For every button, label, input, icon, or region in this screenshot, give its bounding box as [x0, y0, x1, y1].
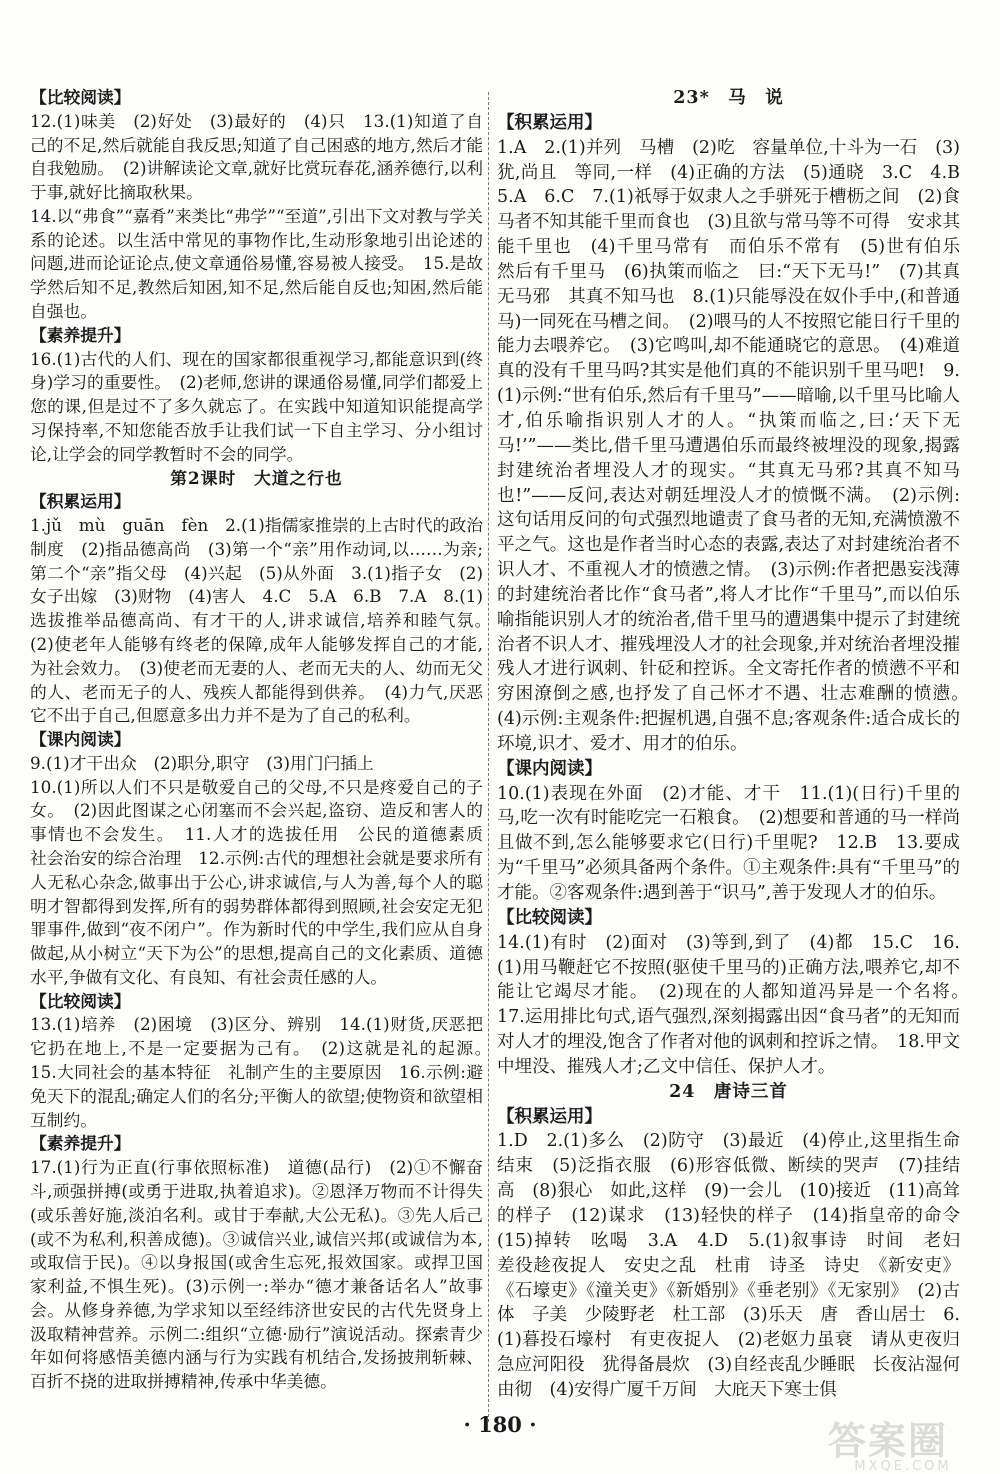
answer-paragraph: 9.(1)才干出众 (2)职分,职守 (3)用门闩插上: [30, 752, 374, 773]
answer-paragraph: 16.(1)古代的人们、现在的国家都很重视学习,都能意识到(终身)学习的重要性。 (2)老师,您讲的课通俗易懂,同学们都爱上您的课,但是过不了多久就忘了。在实践中知道知识能提高学习保持率,不知您能否放手让我们试一下自主学习、分小组讨论,让学会的同学教暂时不会的同学。: [30, 348, 483, 464]
section-heading: 【 比较阅读 】: [30, 990, 483, 1014]
watermark-main: 答案圈: [828, 1419, 949, 1463]
answer-paragraph: 10.(1)表现在外面 (2)才能、才干 11.(1)(日行)千里的马,吃一次有时能吃完一石粮食。 (2)想要和普通的马一样尚且做不到,怎么能够要求它(日行)千里呢? 12.B 13.要成为“千里马”必须具备两个条件。①主观条件:具有“千里马”的才能。②客观条件:遇到善于“识马”,善于发现人才的伯乐。: [497, 783, 960, 903]
answer-paragraph: 1.jǔ mù guān fèn 2.(1)指儒家推崇的上古时代的政治制度 (2)指品德高尚 (3)第一个“亲”用作动词,以……为亲;第二个“亲”指父母 (4)兴起 (5)从外面 3.(1)指子女 (2)女子出嫁 (3)财物 (4)害人 4.C 5.A 6.B 7.A 8.(1)选拔推举品德高尚、有才干的人,讲求诚信,培养和睦气氛。 (2)使老年人能够有终老的保障,成年人能够发挥自己的才能,为社会效力。 (3)使老而无妻的人、老而无夫的人、幼而无父的人、老而无子的人、残疾人都能得到供养。 (4)力气,厌恶它不出于自己,但愿意多出力并不是为了自己的私利。: [30, 515, 500, 726]
section-heading: 【 比较阅读 】: [497, 906, 960, 931]
section-heading: 【 积累运用 】: [497, 1105, 960, 1130]
section-heading: 【 课内阅读 】: [30, 728, 483, 752]
column-divider: [488, 92, 489, 1422]
page-number: · 180 ·: [463, 1412, 537, 1437]
answer-paragraph: 14.(1)有时 (2)面对 (3)等到,到了 (4)都 15.C 16.(1)用马鞭赶它不按照(驱使千里马的)正确方法,喂养它,却不能让它竭尽才能。 (2)现在的人都知道冯异是一个名将。 17.运用排比句式,语气强烈,深刻揭露出因“食马者”的无知而对人才的埋没,饱含了作者对他的讽刺和控诉之情。 18.甲文中埋没、摧残人才;乙文中信任、保护人才。: [497, 932, 978, 1077]
answer-paragraph: 14.以“弗食”“嘉肴”来类比“弗学”“至道”,引出下文对教与学关系的论述。以生活中常见的事物作比,生动形象地引出论述的问题,进而论证论点,使文章通俗易懂,容易被人接受。 15.是故学然后知不足,教然后知困,知不足,然后能自反也;知困,然后能自强也。: [30, 205, 483, 322]
watermark-sub: MXQE.COM: [854, 1459, 952, 1474]
lesson-title: 24 唐诗三首: [669, 1081, 788, 1102]
answer-paragraph: 13.(1)培养 (2)困境 (3)区分、辨别 14.(1)财货,厌恶把它扔在地上,不是一定要据为己有。 (2)这就是礼的起源。 15.大同社会的基本特征 礼制产生的主要原因 16.示例:避免天下的混乱;确定人们的名分;平衡人的欲望;使物资和欲望相互制约。: [30, 1014, 500, 1130]
lesson-title: 第2课时 大道之行也: [170, 467, 343, 488]
answer-paragraph: 17.(1)行为正直(行事依照标准) 道德(品行) (2)①不懈奋斗,顽强拼搏(或勇于进取,执着追求)。②恩泽万物而不计得失(或乐善好施,淡泊名利。或甘于奉献,大公无私)。③先人后己(或不为私利,积善成德)。③诚信兴业,诚信兴邦(或诚信为本,或取信于民)。④以身报国(或舍生忘死,报效国家。或捍卫国家利益,不惧生死)。(3)示例一:举办“德才兼备话名人”故事会。从修身养德,为学求知以至经纬济世安民的古代先贤身上汲取精神营养。示例二:组织“立德·励行”演说活动。探索青少年如何将感悟美德内涵与行为实践有机结合,发扬披荆斩棘、百折不挠的进取拼搏精神,传承中华美德。: [30, 1157, 483, 1392]
answer-paragraph: 10.(1)所以人们不只是敬爱自己的父母,不只是疼爱自己的子女。 (2)因此图谋之心闭塞而不会兴起,盗窃、造反和害人的事情也不会发生。 11.人才的选拔任用 公民的道德素质 社会治安的综合治理 12.示例:古代的理想社会就是要求所有人无私心杂念,做事出于公心,讲求诚信,与人为善,每个人的聪明才智都得到发挥,所有的弱势群体都得到照顾,社会安定无犯罪事件,做到“夜不闭户”。作为新时代的中学生,我们应从自身做起,从小树立“天下为公”的思想,提高自己的文化素质、道德水平,争做有文化、有良知、有社会责任感的人。: [30, 776, 500, 987]
section-heading: 【 课内阅读 】: [497, 757, 960, 782]
lesson-title: 23* 马 说: [673, 88, 784, 108]
section-heading: 【 素养提升 】: [30, 1132, 483, 1156]
section-heading: 【 比较阅读 】: [30, 86, 483, 110]
answer-paragraph: 1.A 2.(1)并列 马槽 (2)吃 容量单位,十斗为一石 (3)犹,尚且 等同,一样 (4)正确的方法 (5)通晓 3.C 4.B 5.A 6.C 7.(1)祇辱于奴隶人之手骈死于槽枥之间 (2)食马者不知其能千里而食也 (3)且欲与常马等不可得 安求其能千里也 (4)千里马常有 而伯乐不常有 (5)世有伯乐 然后有千里马 (6)执策而临之 曰:“天下无马!” (7)其真无马邪 其真不知马也 8.(1)只能辱没在奴仆手中,(和普通马)一同死在马槽之间。 (2)喂马的人不按照它能日行千里的能力去喂养它。 (3)它鸣叫,却不能通晓它的意思。 (4)难道真的没有千里马吗?其实是他们真的不能识别千里马吧! 9.(1)示例:“世有伯乐,然后有千里马”——暗喻,以千里马比喻人才,伯乐喻指识别人才的人。“执策而临之,曰:‘天下无马!’”——类比,借千里马遭遇伯乐而最终被埋没的现象,揭露封建统治者埋没人才的现实。“其真无马邪?其真不知马也!”——反问,表达对朝廷埋没人才的愤慨不满。 (2)示例:这句话用反问的句式强烈地谴责了食马者的无知,充满愤激不平之气。这也是作者当时心态的表露,表达了对封建统治者不识人才、不重视人才的愤懑之情。 (3)示例:作者把愚妄浅薄的封建统治者比作“食马者”,将人才比作“千里马”,而以伯乐喻指能识别人才的统治者,借千里马的遭遇集中提示了封建统治者不识人才、摧残埋没人才的社会现象,并对统治者埋没摧残人才进行讽刺、针砭和控诉。全文寄托作者的愤懑不平和穷困潦倒之感,也抒发了自己怀才不遇、壮志难酬的愤懑。 (4)示例:主观条件:把握机遇,自强不息;客观条件:适合成长的环境,识才、爱才、用才的伯乐。: [497, 137, 978, 754]
section-heading: 【 积累运用 】: [497, 111, 960, 136]
answer-paragraph: 1.D 2.(1)多么 (2)防守 (3)最近 (4)停止,这里指生命结束 (5)泛指衣服 (6)形容低微、断续的哭声 (7)挂结 高 (8)狠心 如此,这样 (9)一会儿 (10)接近 (11)高耸的样子 (12)谋求 (13)轻快的样子 (14)指皇帝的命令 (15)掉转 吆喝 3.A 4.D 5.(1)叙事诗 时间 老妇 差役趁夜捉人 安史之乱 杜甫 诗圣 诗史 《新安吏》《石壕吏》《潼关吏》《新婚别》《垂老别》《无家别》 (2)古体 子美 少陵野老 杜工部 (3)乐天 唐 香山居士 6.(1)暮投石壕村 有吏夜捉人 (2)老妪力虽衰 请从吏夜归 急应河阳役 犹得备晨炊 (3)自经丧乱少睡眠 长夜沾湿何由彻 (4)安得广厦千万间 大庇天下寒士俱: [497, 1131, 978, 1400]
watermark-logo: [828, 1410, 978, 1474]
right-column: [497, 86, 978, 1403]
left-column: [30, 86, 500, 1394]
section-heading: 【 积累运用 】: [30, 490, 483, 514]
answer-paragraph: 12.(1)味美 (2)好处 (3)最好的 (4)只 13.(1)知道了自己的不足,然后就能自我反思;知道了自己困惑的地方,然后才能自我勉励。 (2)讲解读论文章,就好比赏玩春花,涵养德行,以利于事,就好比摘取秋果。: [30, 110, 483, 203]
section-heading: 【 素养提升 】: [30, 324, 483, 348]
